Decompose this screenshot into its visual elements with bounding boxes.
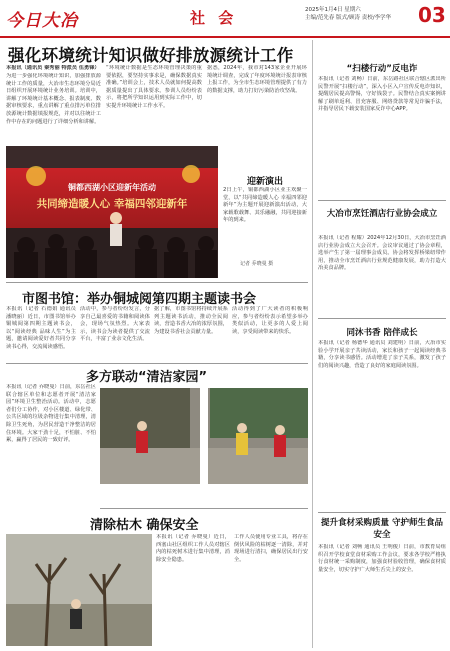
library-headline: 市图书馆：举办铜城阅第四期主题读书会 — [22, 292, 257, 307]
welcome-author: 记者 乔晓曼 摄 — [240, 261, 274, 267]
food-text: 本报讯（记者 刘畅 通讯员 王明俊）日前，市教育局组织召开学校食堂食材采购工作会议，要求各学校严格执行食材统一采购制度，加强食材验收管理，确保食材质量安全，切实守护广大师生舌尖上的安全。 — [318, 544, 446, 573]
lead-col-3: 据悉，2024年，我市对143家企业开展环境统计调查，完成了年度环境统计报表审核上报工作，为全市生态环境管理提供了有力的数据支撑，助力打好污染防治攻坚战。 — [207, 65, 307, 94]
welcome-title: 迎新演出 — [246, 177, 283, 187]
lead-col-2: “环境统计数据是生态环境管理决策的重要依据，要坚持实事求是，确保数据真实准确。”培训会上，技术人员就如何提高数据质量提出了具体要求。参训人员纷纷表示，将把所学知识运用到实际工作中，切实提升环境统计工作水平。 — [106, 65, 202, 109]
sweep-text: 本报讯（记者 刘畅）日前，东岳路社区联合辖区派出所民警开展“扫楼行动”，深入小区入户宣传反电诈知识，提醒居民提高警惕，守好钱袋子。民警结合真实案例讲解了刷单返利、冒充客服、网络贷款等常见诈骗手法，并指导居民下载安装国家反诈中心APP。 — [318, 76, 446, 113]
trees-photo — [6, 534, 152, 646]
issue-date: 2025年1月4日 星期六 — [305, 7, 361, 13]
divider — [318, 318, 446, 319]
clean-home-photo — [100, 388, 308, 484]
hotel-title: 大冶市烹饪酒店行业协会成立 — [326, 209, 438, 219]
hotel-text: 本报讯（记者 程耀）2024年12月30日，大冶市烹饪酒店行业协会成立大会召开。会议审议通过了协会章程，选举产生了第一届理事会成员。协会将发挥桥梁纽带作用，推动全市烹饪酒店行业规范健康发展，助力打造大冶美食品牌。 — [318, 235, 446, 272]
divider — [6, 363, 308, 364]
food-title: 提升食材采购质量 守护师生食品安全 — [321, 518, 443, 540]
library-col-3: 据了解，市图书馆将持续开展系列主题读书活动，推动全民阅读，营造书香大冶的浓厚氛围，为建设书香社会贡献力量。 — [154, 306, 228, 335]
library-col-4: 活动得到了广大读者的积极响应，参与者纷纷表示希望多举办类似活动，让更多的人爱上阅读，享受阅读带来的快乐。 — [232, 306, 308, 335]
trees-col-2: 工作人员使用专业工具，将存在倒伏风险的枯树逐一清除，并对现场进行清扫，确保居民出行安全。 — [234, 534, 308, 563]
event-banner-line-1: 铜都西湖小区迎新年活动 — [68, 183, 156, 192]
clean-home-illustration — [100, 388, 308, 484]
library-col-2: 活动中，参与者纷纷发言，分享自己最喜爱的书籍和阅读体会，现场气氛热烈。大家表示，读书会为读者提供了交流平台，丰富了业余文化生活。 — [80, 306, 150, 343]
clean-home-headline: 多方联动“清洁家园” — [86, 370, 208, 385]
divider — [318, 200, 446, 201]
grow-title: 同沐书香 陪伴成长 — [346, 328, 418, 338]
newspaper-logo: 今日大冶 — [6, 11, 78, 31]
welcome-text: 2日上午，铜都西湖小区业主欢聚一堂，以“共同缔造暖人心 幸福四邻迎新年”为主题开展迎新演出活动，大家载歌载舞、其乐融融，共同迎接新年的到来。 — [223, 187, 307, 224]
clean-home-text: 本报讯（记者 乔晓曼）日前，东岳社区联合辖区单位和志愿者开展“清洁家园”环境卫生整治活动。活动中，志愿者们分工协作，对小区楼道、绿化带、公共区域的垃圾杂物进行集中清理，清除卫生死角，为居民营造干净整洁的居住环境。大家干劲十足，不怕脏、不怕累，赢得了居民的一致好评。 — [6, 384, 96, 444]
date-line — [305, 6, 415, 22]
masthead-rule — [0, 36, 450, 38]
divider — [100, 508, 308, 509]
page-number: 03 — [418, 3, 446, 27]
library-col-1: 本报讯（记者 石德娟 通讯员 潘晓丽）近日，市图书馆举办铜城阅第四期主题读书会，以“阅读经典 品味人生”为主题，邀请阅读爱好者共同分享读书心得，交流阅读感悟。 — [6, 306, 76, 350]
column-divider — [312, 40, 313, 648]
sweep-title: “扫楼行动”反电诈 — [346, 64, 418, 74]
lead-headline: 强化环境统计知识做好排放源统计工作 — [8, 46, 294, 65]
divider — [318, 512, 446, 513]
lead-col-1: 为进一步强化环境统计知识，加强排放源统计工作的质量，大冶市生态环境分局近日组织开展环境统计业务培训。培训中，讲解了环境统计基本概念、报表制度、数据审核要求，重点讲解了重点排污单位排放源统计数据填报规范，并对以往统计工作中存在的问题进行了详细分析和讲解。 — [6, 73, 101, 125]
grow-text: 本报讯（记者 杨德华 通讯员 刘建明）日前，大冶市实验小学开展亲子共读活动，家长和孩子一起阅读经典书籍，分享读书感悟。活动增进了亲子关系，激发了孩子们的阅读兴趣，营造了良好的家庭阅读氛围。 — [318, 340, 446, 369]
trees-headline: 清除枯木 确保安全 — [90, 518, 199, 533]
section-title: 社 会 — [190, 9, 238, 27]
event-photo-illustration — [6, 146, 218, 278]
trees-col-1: 本报讯（记者 乔晓曼）近日，西塞山社区组织工作人员对辖区内的枯死树木进行集中清理，消除安全隐患。 — [156, 534, 230, 563]
new-year-event-photo — [6, 146, 218, 278]
masthead — [0, 0, 450, 36]
editor-credits: 主编/范先春 版式/顾涛 责校/李学华 — [305, 15, 392, 21]
event-banner-line-2: 共同缔造暖人心 幸福四邻迎新年 — [36, 198, 188, 210]
divider — [6, 282, 308, 283]
trees-illustration — [6, 534, 152, 646]
lead-byline: 本报讯（通讯员 秦秀丽 特派员 伍勇锋） — [6, 65, 100, 71]
